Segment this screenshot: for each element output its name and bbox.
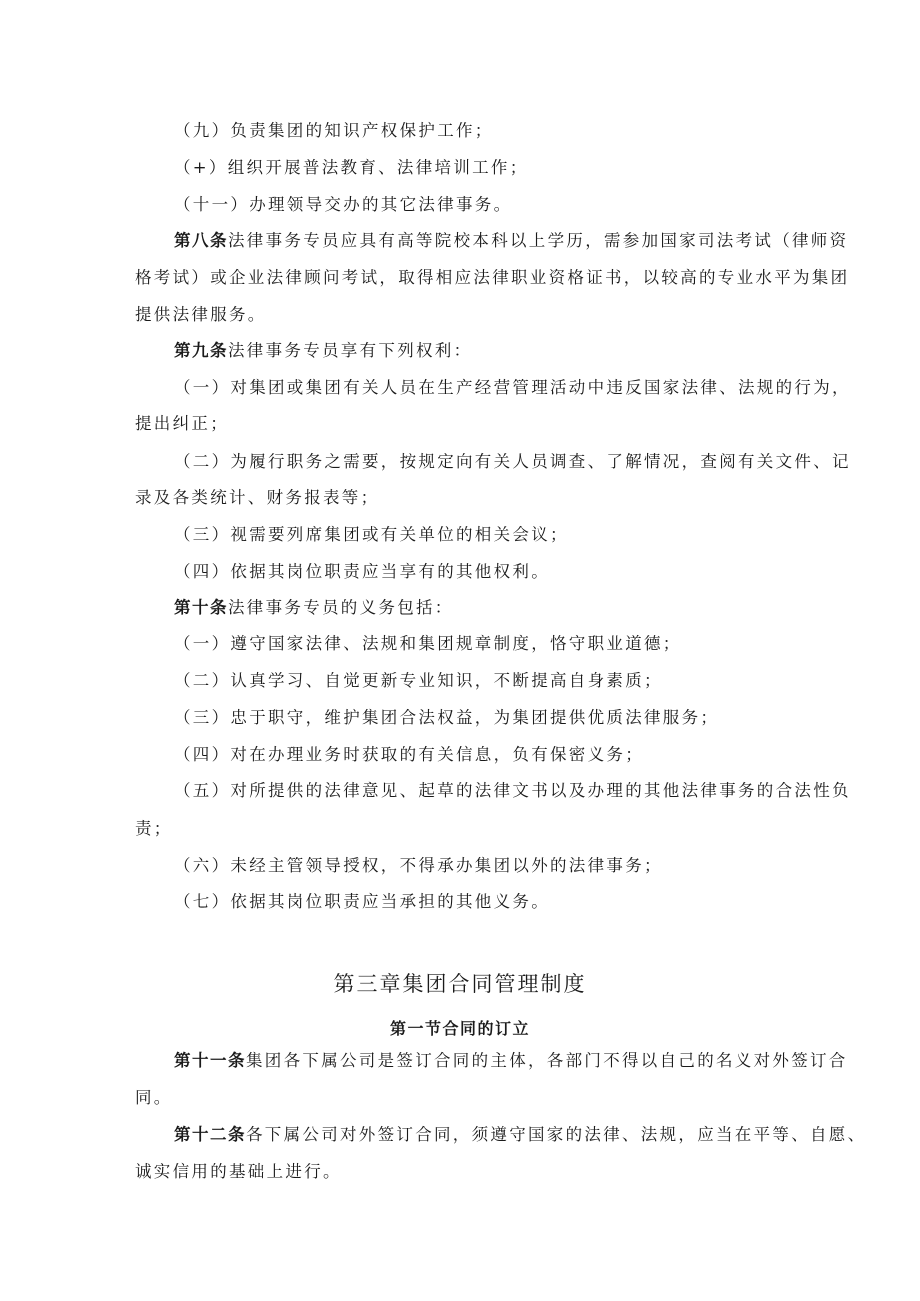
right-item-1: （一）对集团或集团有关人员在生产经营管理活动中违反国家法律、法规的行为，	[174, 378, 851, 397]
duty-item-10: （+）组织开展普法教育、法律培训工作；	[174, 158, 529, 177]
article-9-heading: 第九条	[174, 341, 228, 360]
article-11-line-2: 同。	[135, 1088, 173, 1107]
obligation-item-1: （一）遵守国家法律、法规和集团规章制度，恪守职业道德；	[174, 634, 682, 653]
obligation-item-7: （七）依据其岗位职责应当承担的其他义务。	[174, 892, 550, 911]
article-11-line-1: 第十一条集团各下属公司是签订合同的主体，各部门不得以自己的名义对外签订合	[174, 1051, 848, 1070]
article-8-line-2: 格考试）或企业法律顾问考试，取得相应法律职业资格证书，以较高的专业水平为集团	[135, 268, 850, 287]
obligation-item-5-cont: 责；	[135, 819, 173, 838]
right-item-2-cont: 录及各类统计、财务报表等；	[135, 488, 380, 507]
obligation-item-5: （五）对所提供的法律意见、起草的法律文书以及办理的其他法律事务的合法性负	[174, 781, 851, 800]
article-8-line-1: 第八条法律事务专员应具有高等院校本科以上学历，需参加国家司法考试（律师资	[174, 231, 849, 250]
obligation-item-4: （四）对在办理业务时获取的有关信息，负有保密义务；	[174, 745, 644, 764]
article-12-line-2: 诚实信用的基础上进行。	[135, 1162, 342, 1181]
obligation-item-6: （六）未经主管领导授权，不得承办集团以外的法律事务；	[174, 856, 663, 875]
chapter-heading: 第三章集团合同管理制度	[333, 972, 587, 996]
article-11-heading: 第十一条	[174, 1051, 246, 1070]
article-8-heading: 第八条	[174, 231, 228, 250]
article-8-line-3: 提供法律服务。	[135, 305, 267, 324]
duty-item-11: （十一）办理领导交办的其它法律事务。	[174, 195, 513, 214]
duty-item-9: （九）负责集团的知识产权保护工作；	[174, 121, 494, 140]
article-10-line-1: 第十条法律事务专员的义务包括：	[174, 598, 454, 617]
section-heading: 第一节合同的订立	[389, 1019, 530, 1038]
right-item-1-cont: 提出纠正；	[135, 414, 229, 433]
article-10-heading: 第十条	[174, 598, 228, 617]
obligation-item-2: （二）认真学习、自觉更新专业知识，不断提高自身素质；	[174, 671, 663, 690]
article-9-line-1: 第九条法律事务专员享有下列权利：	[174, 341, 473, 360]
right-item-4: （四）依据其岗位职责应当享有的其他权利。	[174, 562, 550, 581]
obligation-item-3: （三）忠于职守，维护集团合法权益，为集团提供优质法律服务；	[174, 708, 720, 727]
article-12-heading: 第十二条	[174, 1125, 246, 1144]
article-12-line-1: 第十二条各下属公司对外签订合同，须遵守国家的法律、法规，应当在平等、自愿、	[174, 1125, 867, 1144]
right-item-2: （二）为履行职务之需要，按规定向有关人员调查、了解情况，查阅有关文件、记	[174, 452, 851, 471]
right-item-3: （三）视需要列席集团或有关单位的相关会议；	[174, 525, 569, 544]
